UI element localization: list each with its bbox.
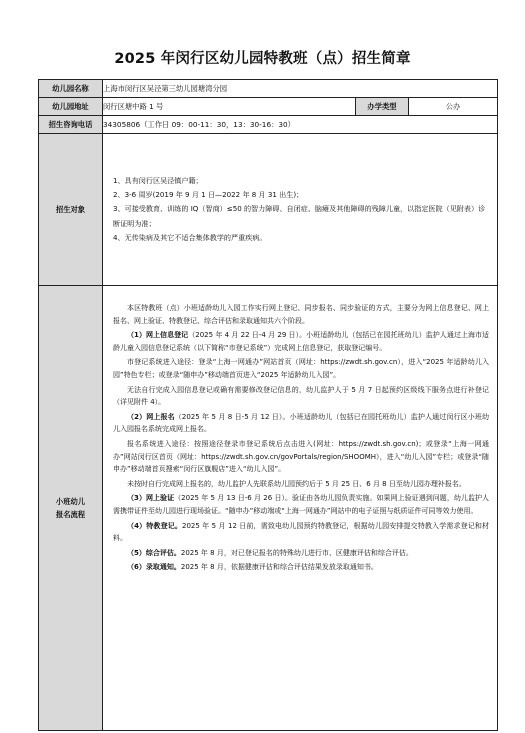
phone-label: 招生咨询电话 [39,116,103,134]
step-2-heading: （2）网上报名 [127,412,175,421]
process-label-line-2: 报名流程 [55,510,86,519]
address-row [39,98,498,116]
step-5-heading: （5）综合评估。 [127,548,181,557]
school-name-row [39,80,498,98]
target-item-2: 2、3-6 周岁(2019 年 9 月 1 日—2022 年 8 月 31 出生)； [113,190,304,200]
step-3-heading: （3）网上验证 [127,494,175,503]
school-type-label: 办学类型 [356,98,409,116]
step-5-assessment [113,547,489,560]
step-1-access-path: 市登记系统进入途径：登录“上海一网通办”网站首页（网址：https://zwdt.sh.gov.cn），进入“2025 年适龄幼儿入园”特色专栏；或登录“随申办”移动端首页进入“2025 年适龄幼儿入园”。 [113,358,490,379]
process-intro: 本区特教班（点）小班适龄幼儿入园工作实行网上登记、同步报名、同步验证的方式，主要分为网上信息登记、网上报名、网上验证、特教登记、综合评估和录取通知共六个阶段。 [113,304,490,325]
target-label: 招生对象 [39,134,103,286]
address-label: 幼儿园地址 [39,98,103,116]
target-item-4: 4、无传染病及其它不适合集体教学的严重疾病。 [113,232,267,242]
step-3-text: （2025 年 5 月 13 日-6 月 26 日）。验证由各幼儿园负责实施。如果网上验证遇到问题，幼儿监护人需携带证件至幼儿园进行现场验证。“随申办”移动端或“上海一网通办”网站中的电子证照与纸质证件可同等效力使用。 [113,494,490,515]
target-row [39,134,498,286]
process-content [103,286,498,731]
target-item-3: 3、可接受教育、训练的 IQ（智商）≤50 的智力障碍、自闭症、脑瘫及其他障碍的残障儿童，以指定医院（见附表）诊断证明为准； [113,204,486,228]
school-type-value: 公办 [409,98,498,116]
step-2-supplement: 未按时自行完成网上报名的，幼儿监护人先联系幼儿园预约后于 5 月 25 日、6 月 8 日至幼儿园办理补报名。 [127,479,466,488]
step-6-text: 2025 年 8 月，依据健康评估和综合评估结果发放录取通知书。 [180,563,378,572]
step-2-online-application [113,411,489,436]
enrollment-form-table [38,79,498,731]
process-row [39,286,498,731]
step-4-text: 2025 年 5 月 12 日前，需致电幼儿园预约特教登记，根据幼儿园安排提交特教入学需求登记和材料。 [113,521,490,543]
step-1-online-info-registration [113,329,489,354]
page-title: 2025 年闵行区幼儿园特教班（点）招生简章 [114,51,411,67]
step-2-access-path: 报名系统进入途径：按照途径登录市登记系统后点击进入(网址：https://zwdt.sh.gov.cn)；或登录“上海一网通办”网站闵行区首页（网址：https://zwdt.sh.gov.cn/govPortals/region/SHOOMH），进入“幼儿入园”专栏；或登录“随申办”移动端首页搜索“闵行区旗舰店”进入“幼儿入园”。 [113,439,490,474]
step-4-heading: （4）特教登记。 [127,521,182,530]
step-4-special-registration [113,520,489,545]
process-label [39,286,103,731]
step-6-admission-notice [113,561,489,574]
address-value: 闵行区塘中路 1 号 [103,98,356,116]
step-5-text: 2025 年 8 月，对已登记报名的特殊幼儿进行市、区健康评估和综合评估。 [180,548,413,557]
target-item-1: 1、具有闵行区吴泾镇户籍； [113,175,203,185]
step-1-supplement: 无法自行完成入园信息登记或确有需要修改登记信息的，幼儿监护人于 5 月 7 日起预约区级线下服务点进行补登记（详见附件 4）。 [113,385,490,407]
school-name-label: 幼儿园名称 [39,80,103,98]
school-name-value: 上海市闵行区吴泾第三幼儿园塘湾分园 [103,80,498,98]
target-content [103,134,498,286]
process-label-line-1: 小班幼儿 [55,497,86,506]
step-3-online-verification [113,492,489,517]
step-1-text: （2025 年 4 月 22 日-4 月 29 日）。小班适龄幼儿（包括已在园托班幼儿）监护人通过上海市适龄儿童入园信息登记系统（以下简称“市登记系统”）完成网上信息登记，获取登记编号。 [113,331,490,352]
phone-row [39,116,498,134]
step-6-heading: （6）录取通知。 [127,563,181,572]
phone-value: 34305806（工作日 09：00-11：30，13：30-16：30） [103,116,498,134]
step-1-heading: （1）网上信息登记 [127,331,189,340]
step-2-text: （2025 年 5 月 8 日-5 月 12 日）。小班适龄幼儿（包括已在园托班幼儿）监护人通过闵行区小班幼儿入园报名系统完成网上报名。 [113,412,490,434]
